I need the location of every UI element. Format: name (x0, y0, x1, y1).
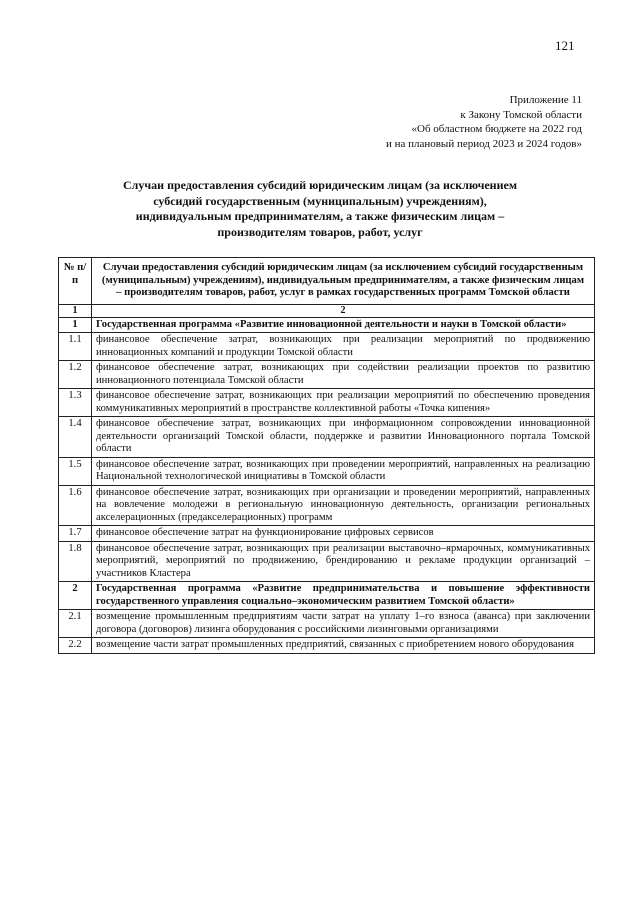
row-number: 2.2 (59, 638, 92, 654)
column-number-1: 1 (59, 304, 92, 317)
table-row (59, 333, 595, 361)
table-row (59, 457, 595, 485)
row-number: 1.5 (59, 457, 92, 485)
table-row (59, 361, 595, 389)
row-number: 1.1 (59, 333, 92, 361)
appendix-line-3: «Об областном бюджете на 2022 год (411, 123, 582, 135)
appendix-line-2: к Закону Томской области (460, 108, 582, 121)
title-line-2: субсидий государственным (муниципальным) учреждениям), (153, 193, 487, 208)
table-row (59, 485, 595, 526)
document-title (60, 178, 580, 240)
row-text: финансовое обеспечение затрат, возникающих при реализации выставочно–ярмарочных, коммуникативных мероприятий, мероприятий по продвижению, брендированию и рекламе продукции организаций – участников Кластера (92, 541, 595, 582)
appendix-header (386, 93, 582, 151)
row-text: финансовое обеспечение затрат, возникающих при реализации мероприятий по обеспечению проведения коммуникативных мероприятий в пространстве коллективной работы «Точка кипения» (92, 389, 595, 417)
appendix-line-1: Приложение 11 (509, 94, 582, 106)
subsidy-table (58, 257, 595, 654)
header-number-cell: № п/п (59, 258, 92, 305)
appendix-line-4: и на плановый период 2023 и 2024 годов» (385, 137, 582, 150)
table-header-row (59, 258, 595, 305)
row-number: 1.3 (59, 389, 92, 417)
table-row (59, 638, 595, 654)
row-number: 1 (59, 317, 92, 333)
header-text-cell: Случаи предоставления субсидий юридическим лицам (за исключением субсидий государственным (муниципальным) учреждениям), индивидуальным предпринимателям, а также физическим лицам – производителям товаров, работ, услуг в рамках государственных программ Томской области (92, 258, 595, 305)
row-number: 1.8 (59, 541, 92, 582)
table-row (59, 417, 595, 458)
row-number: 2 (59, 582, 92, 610)
table-row (59, 526, 595, 542)
row-text: возмещение промышленным предприятиям части затрат на уплату 1–го взноса (аванса) при заключении договора (договоров) лизинга оборудования с российскими лизинговыми организациями (92, 610, 595, 638)
row-text: финансовое обеспечение затрат, возникающих при реализации мероприятий по продвижению инновационных компаний и продукции Томской области (92, 333, 595, 361)
program-row (59, 317, 595, 333)
table-body (59, 317, 595, 653)
row-number: 1.2 (59, 361, 92, 389)
table-row (59, 541, 595, 582)
row-text: Государственная программа «Развитие предпринимательства и повышение эффективности государственного управления социально–экономическим развитием Томской области» (92, 582, 595, 610)
row-number: 2.1 (59, 610, 92, 638)
row-text: финансовое обеспечение затрат, возникающих при проведении мероприятий, направленных на реализацию Национальной технологической инициативы в Томской области (92, 457, 595, 485)
row-text: финансовое обеспечение затрат на функционирование цифровых сервисов (92, 526, 595, 542)
row-text: финансовое обеспечение затрат, возникающих при информационном сопровождении инновационной деятельности организаций Томской области, поддержке и развитии Инновационного портала Томской области (92, 417, 595, 458)
row-text: финансовое обеспечение затрат, возникающих при организации и проведении мероприятий, направленных на вовлечение молодежи в региональную инновационную деятельность, организации региональных акселерационных (предакселерационных) программ (92, 485, 595, 526)
table-row (59, 610, 595, 638)
page-number: 121 (555, 38, 575, 53)
row-number: 1.6 (59, 485, 92, 526)
row-text: возмещение части затрат промышленных предприятий, связанных с приобретением нового оборудования (92, 638, 595, 654)
title-line-3: индивидуальным предпринимателям, а также физическим лицам – (135, 209, 505, 223)
row-number: 1.7 (59, 526, 92, 542)
table-row (59, 389, 595, 417)
title-line-1: Случаи предоставления субсидий юридическим лицам (за исключением (122, 178, 517, 192)
title-line-4: производителям товаров, работ, услуг (217, 224, 423, 239)
row-text: финансовое обеспечение затрат, возникающих при содействии реализации проектов по развитию инновационного потенциала Томской области (92, 361, 595, 389)
row-text: Государственная программа «Развитие инновационной деятельности и науки в Томской области» (92, 317, 595, 333)
program-row (59, 582, 595, 610)
column-number-row (59, 304, 595, 317)
row-number: 1.4 (59, 417, 92, 458)
column-number-2: 2 (92, 304, 595, 317)
